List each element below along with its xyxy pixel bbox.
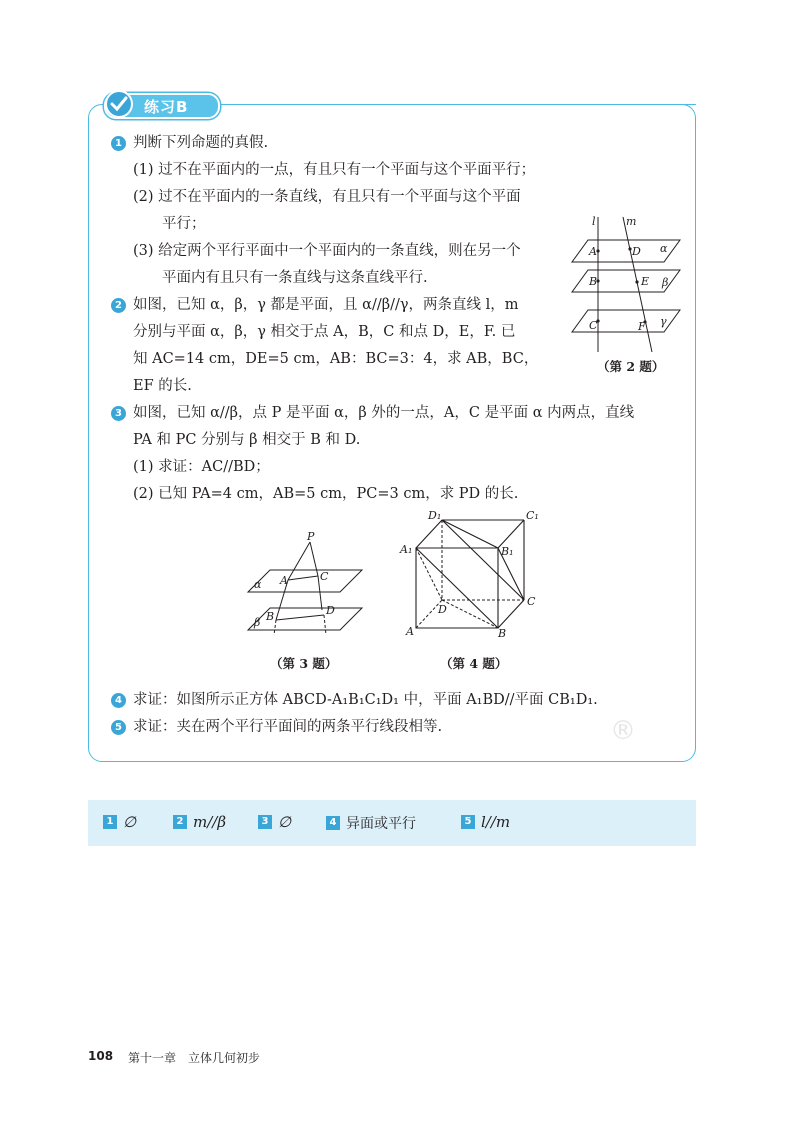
- label-l: l: [592, 215, 596, 228]
- label-D1: D₁: [428, 509, 442, 522]
- figure-3: [244, 530, 368, 648]
- label-B: B: [589, 275, 598, 288]
- answer-5: [461, 813, 510, 831]
- answer-1: [103, 813, 136, 831]
- question-3-badge: 3: [111, 406, 126, 421]
- question-1-item-2-cont: 平行；: [162, 216, 206, 232]
- label-beta: β: [254, 616, 261, 629]
- answer-5-text: l//m: [481, 813, 511, 831]
- answer-3-text: ∅: [278, 813, 292, 831]
- figure-4: [398, 505, 548, 643]
- answer-4-text: 异面或平行: [346, 816, 416, 832]
- label-P: P: [307, 530, 315, 543]
- question-3-line-2: PA 和 PC 分别与 β 相交于 B 和 D.: [133, 432, 361, 448]
- answer-3: [258, 813, 291, 831]
- answer-2-text: m//β: [193, 813, 227, 831]
- label-B: B: [266, 610, 275, 623]
- label-A1: A₁: [400, 543, 413, 556]
- label-D: D: [326, 604, 335, 617]
- question-2-badge: 2: [111, 298, 126, 313]
- figure-3-caption: （第 3 题）: [270, 656, 338, 671]
- answer-2: [173, 813, 226, 831]
- label-B1: B₁: [501, 545, 514, 558]
- label-beta: β: [662, 276, 669, 289]
- question-1-badge: 1: [111, 136, 126, 151]
- question-1-item-1: (1) 过不在平面内的一点，有且只有一个平面与这个平面平行；: [133, 162, 536, 178]
- answer-3-badge: 3: [258, 815, 272, 829]
- question-5-badge: 5: [111, 720, 126, 735]
- label-B: B: [498, 627, 507, 640]
- answer-5-badge: 5: [461, 815, 475, 829]
- label-D: D: [438, 603, 447, 616]
- question-1-stem: 判断下列命题的真假.: [133, 135, 269, 151]
- header-divider: [218, 104, 696, 105]
- label-m: m: [626, 215, 637, 228]
- label-alpha: α: [660, 242, 668, 255]
- label-C: C: [320, 570, 329, 583]
- plane-alpha: [248, 570, 362, 592]
- question-4-badge: 4: [111, 693, 126, 708]
- label-gamma: γ: [660, 315, 667, 328]
- practice-title: 练习B: [144, 98, 189, 116]
- question-3-item-2: (2) 已知 PA=4 cm，AB=5 cm，PC=3 cm，求 PD 的长.: [133, 486, 519, 502]
- label-F: F: [638, 320, 646, 333]
- question-3-item-1: (1) 求证：AC//BD；: [133, 459, 270, 475]
- pencil-check-icon: [104, 89, 134, 119]
- page-number: 108: [88, 1049, 114, 1063]
- label-A: A: [406, 625, 414, 638]
- answer-4-badge: 4: [326, 816, 340, 830]
- answer-2-badge: 2: [173, 815, 187, 829]
- question-2-line-3: 知 AC=14 cm，DE=5 cm，AB：BC=3：4，求 AB，BC，: [133, 351, 539, 367]
- label-C: C: [589, 319, 598, 332]
- question-2-line-1: 如图，已知 α，β，γ 都是平面，且 α//β//γ，两条直线 l，m: [133, 297, 519, 313]
- question-1-item-3-cont: 平面内有且只有一条直线与这条直线平行.: [162, 270, 428, 286]
- answer-4: [326, 813, 416, 833]
- label-alpha: α: [254, 578, 262, 591]
- label-A: A: [589, 245, 597, 258]
- figure-2: [568, 212, 688, 360]
- answer-1-text: ∅: [123, 813, 137, 831]
- question-1-item-2: (2) 过不在平面内的一条直线，有且只有一个平面与这个平面: [133, 189, 521, 205]
- label-D: D: [632, 245, 641, 258]
- question-5-text: 求证：夹在两个平行平面间的两条平行线段相等.: [133, 719, 443, 735]
- label-C1: C₁: [526, 509, 539, 522]
- label-A: A: [280, 574, 288, 587]
- label-E: E: [641, 275, 650, 288]
- question-2-line-4: EF 的长.: [133, 378, 192, 394]
- question-3-line-1: 如图，已知 α//β，点 P 是平面 α，β 外的一点，A，C 是平面 α 内两点，直线: [133, 405, 635, 421]
- chapter-title: 第十一章 立体几何初步: [128, 1051, 261, 1065]
- registered-watermark: ®: [610, 716, 636, 746]
- question-1-item-3: (3) 给定两个平行平面中一个平面内的一条直线，则在另一个: [133, 243, 521, 259]
- figure-2-caption: （第 2 题）: [597, 359, 665, 374]
- answer-1-badge: 1: [103, 815, 117, 829]
- label-C: C: [527, 595, 536, 608]
- question-2-line-2: 分别与平面 α，β，γ 相交于点 A，B，C 和点 D，E，F. 已: [133, 324, 516, 340]
- figure-4-caption: （第 4 题）: [440, 656, 508, 671]
- question-4-text: 求证：如图所示正方体 ABCD-A₁B₁C₁D₁ 中，平面 A₁BD//平面 CB₁D₁.: [133, 692, 598, 708]
